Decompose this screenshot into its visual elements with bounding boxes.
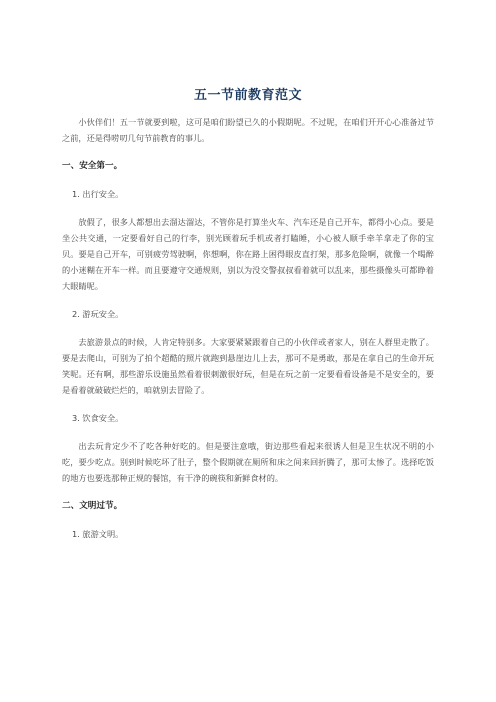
play-safety-paragraph: 去旅游景点的时候，人肯定特别多。大家要紧紧跟着自己的小伙伴或者家人，别在人群里走散了。要是去爬山，可别为了拍个超酷的照片就跑到悬崖边儿上去，那可不是勇敢，那是在拿自己的生命开玩笑呢。还有啊，那些游乐设施虽然看着很刺激很好玩，但是在玩之前一定要看看设备是不是安全的，要是看着就破破烂烂的，咱就别去冒险了。 (62, 337, 434, 395)
food-safety-paragraph: 出去玩肯定少不了吃各种好吃的。但是要注意哦，街边那些看起来很诱人但是卫生状况不明的小吃，要少吃点。别到时候吃坏了肚子，整个假期就在厕所和床之间来回折腾了，那可太惨了。选择吃饭的地方也要选那种正规的餐馆，有干净的碗筷和新鲜食材的。 (62, 441, 434, 483)
section-heading-safety: 一、安全第一。 (62, 161, 123, 171)
item-label-play-safety: 2. 游玩安全。 (72, 309, 124, 319)
document-title: 五一节前教育范文 (193, 88, 302, 103)
travel-safety-paragraph: 放假了，很多人都想出去溜达溜达，不管你是打算坐火车、汽车还是自己开车，都得小心点。要是坐公共交通，一定要看好自己的行李，别光顾着玩手机或者打瞌睡，小心被人顺手牵羊拿走了你的宝贝。要是自己开车，可别疲劳驾驶啊，你想啊，你在路上困得眼皮直打架，那多危险啊，就像一个喝醉的小迷糊在开车一样。而且要遵守交通规则，别以为没交警叔叔看着就可以乱来，那些摄像头可都睁着大眼睛呢。 (62, 217, 434, 291)
item-label-food-safety: 3. 饮食安全。 (72, 413, 124, 423)
intro-paragraph: 小伙伴们！五一节就要到啦，这可是咱们盼望已久的小假期呢。不过呢，在咱们开开心心准备过节之前，还是得唠叨几句节前教育的事儿。 (62, 117, 434, 143)
item-label-travel-civility: 1. 旅游文明。 (72, 529, 124, 539)
item-label-travel-safety: 1. 出行安全。 (72, 189, 124, 199)
section-heading-civility: 二、文明过节。 (62, 501, 123, 511)
